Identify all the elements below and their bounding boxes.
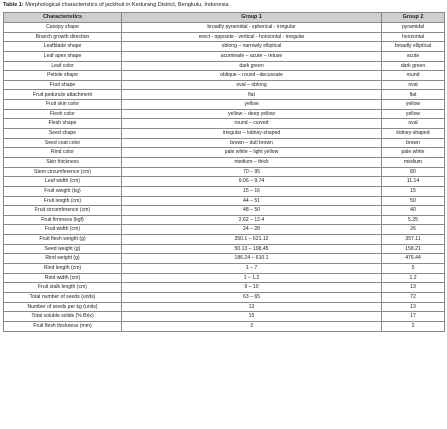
table-row [4, 283, 445, 293]
cell-group-1: 186.24 – 610.1 [122, 254, 382, 264]
cell-group-2: 15 [382, 186, 445, 196]
cell-group-2: yellow [382, 109, 445, 119]
cell-group-2: 11.14 [382, 177, 445, 187]
cell-group-1: erect - opposite - vertical - horizontal - irregular [122, 32, 382, 42]
cell-characteristic: Flesh shape [4, 119, 122, 129]
table-row [4, 23, 445, 33]
cell-characteristic: Fruit circumference (cm) [4, 206, 122, 216]
cell-group-2: 50 [382, 196, 445, 206]
table-row [4, 109, 445, 119]
cell-group-1: 1 – 1.2 [122, 273, 382, 283]
cell-group-2: 40 [382, 206, 445, 216]
table-row [4, 273, 445, 283]
table-row [4, 235, 445, 245]
table-row [4, 215, 445, 225]
cell-characteristic: Total number of seeds (units) [4, 292, 122, 302]
table-row [4, 51, 445, 61]
cell-group-1: 44 – 51 [122, 196, 382, 206]
cell-characteristic: Fruit length (cm) [4, 196, 122, 206]
cell-group-2: oval [382, 80, 445, 90]
cell-group-1: 70 – 95 [122, 167, 382, 177]
cell-group-2: pale white [382, 148, 445, 158]
cell-group-1: pale white – light yellow [122, 148, 382, 158]
cell-group-1: yellow [122, 100, 382, 110]
cell-group-1: oblique – round –decussate [122, 71, 382, 81]
table-row [4, 71, 445, 81]
table-row [4, 80, 445, 90]
cell-characteristic: Rind width (cm) [4, 273, 122, 283]
cell-characteristic: Fruit firmness (kgf) [4, 215, 122, 225]
cell-group-2: 1.2 [382, 273, 445, 283]
cell-group-1: medium – thick [122, 157, 382, 167]
cell-group-1: brown – dull brown [122, 138, 382, 148]
cell-characteristic: Rind length (cm) [4, 264, 122, 274]
table-row [4, 225, 445, 235]
table-row [4, 302, 445, 312]
cell-characteristic: Fruit weight (kg) [4, 186, 122, 196]
header-group-2: Group 2 [382, 13, 445, 23]
cell-group-2: broadly elliptical [382, 42, 445, 52]
cell-group-1: 15 [122, 312, 382, 322]
morphology-table [3, 12, 445, 332]
cell-characteristic: Seed coat color [4, 138, 122, 148]
cell-characteristic: Rind color [4, 148, 122, 158]
cell-characteristic: Leaf width (cm) [4, 177, 122, 187]
cell-characteristic: Number of seeds per kg (units) [4, 302, 122, 312]
cell-characteristic: Seed weight (g) [4, 244, 122, 254]
cell-characteristic: Fruit peduncle attachment [4, 90, 122, 100]
cell-group-2: yellow [382, 100, 445, 110]
cell-group-2: 2 [382, 321, 445, 331]
table-row [4, 244, 445, 254]
cell-group-2: dark green [382, 61, 445, 71]
cell-group-2: pyramidal [382, 23, 445, 33]
table-row [4, 186, 445, 196]
table-body [4, 23, 445, 332]
table-caption [3, 2, 229, 9]
cell-group-2: 17 [382, 312, 445, 322]
cell-group-1: yellow – deep yellow [122, 109, 382, 119]
table-row [4, 196, 445, 206]
cell-characteristic: Total soluble solids (% Brix) [4, 312, 122, 322]
table-row [4, 129, 445, 139]
cell-characteristic: Fruit flesh thickness (mm) [4, 321, 122, 331]
cell-group-2: 5 [382, 264, 445, 274]
cell-group-1: 2.62 – 12.4 [122, 215, 382, 225]
cell-group-1: 350.1 – 621.12 [122, 235, 382, 245]
cell-group-2: acute [382, 51, 445, 61]
cell-group-1: acuminate – acute – retuse [122, 51, 382, 61]
table-row [4, 177, 445, 187]
cell-characteristic: Fruit flesh weight (g) [4, 235, 122, 245]
cell-group-2: 476.44 [382, 254, 445, 264]
table-row [4, 167, 445, 177]
cell-group-2: kidney-shaped [382, 129, 445, 139]
cell-characteristic: Fruit width (cm) [4, 225, 122, 235]
cell-characteristic: Leafblade shape [4, 42, 122, 52]
table-row [4, 148, 445, 158]
cell-characteristic: Fruit skin color [4, 100, 122, 110]
caption-text: Morphological characteristics of jackfruit in Kedurang District, Bengkulu, Indonesia [23, 2, 229, 8]
cell-group-1: 63 – 65 [122, 292, 382, 302]
cell-group-1: 9.06 – 9.74 [122, 177, 382, 187]
cell-group-1: irregular – kidney-shaped [122, 129, 382, 139]
cell-group-1: oblong – narrowly elliptical [122, 42, 382, 52]
table-row [4, 292, 445, 302]
table-row [4, 321, 445, 331]
cell-group-1: flat [122, 90, 382, 100]
table-row [4, 61, 445, 71]
table-row [4, 264, 445, 274]
cell-group-1: 50.13 – 198.45 [122, 244, 382, 254]
cell-group-2: brown [382, 138, 445, 148]
cell-group-2: 72 [382, 292, 445, 302]
cell-characteristic: Stem circumference (cm) [4, 167, 122, 177]
table-row [4, 157, 445, 167]
cell-group-1: round – curved [122, 119, 382, 129]
cell-group-2: 5.25 [382, 215, 445, 225]
cell-group-2: 26 [382, 225, 445, 235]
cell-characteristic: Petiole shape [4, 71, 122, 81]
table-row [4, 254, 445, 264]
table-row [4, 312, 445, 322]
cell-group-2: flat [382, 90, 445, 100]
header-group-1: Group 1 [122, 13, 382, 23]
cell-group-2: medium [382, 157, 445, 167]
cell-group-1: 24 – 28 [122, 225, 382, 235]
cell-group-1: 9 – 10 [122, 283, 382, 293]
cell-group-1: dark green [122, 61, 382, 71]
cell-group-2: round [382, 71, 445, 81]
cell-characteristic: Flesh color [4, 109, 122, 119]
cell-group-1: 15 – 16 [122, 186, 382, 196]
table-row [4, 42, 445, 52]
cell-characteristic: Leaf apex shape [4, 51, 122, 61]
cell-group-1: 1 – 7 [122, 264, 382, 274]
cell-group-1: broadly pyramidal - spherical - irregular [122, 23, 382, 33]
cell-characteristic: Leaf color [4, 61, 122, 71]
cell-group-2: 357.11 [382, 235, 445, 245]
table-row [4, 119, 445, 129]
cell-group-2: 158.21 [382, 244, 445, 254]
cell-group-1: 3 [122, 321, 382, 331]
cell-characteristic: Rind weight (g) [4, 254, 122, 264]
table-row [4, 100, 445, 110]
cell-group-2: 80 [382, 167, 445, 177]
cell-group-1: 48 – 50 [122, 206, 382, 216]
cell-group-2: 13 [382, 283, 445, 293]
cell-group-2: horizontal [382, 32, 445, 42]
table-row [4, 32, 445, 42]
cell-characteristic: Fruit shape [4, 80, 122, 90]
cell-characteristic: Seed shape [4, 129, 122, 139]
table-row [4, 138, 445, 148]
cell-characteristic: Branch growth direction [4, 32, 122, 42]
cell-group-1: 13 [122, 302, 382, 312]
caption-label: Table 1: [3, 2, 24, 8]
table-header-row [4, 13, 445, 23]
table-row [4, 90, 445, 100]
cell-group-2: 13 [382, 302, 445, 312]
header-characteristics: Characteristics [4, 13, 122, 23]
cell-characteristic: Canopy shape [4, 23, 122, 33]
table-row [4, 206, 445, 216]
cell-characteristic: Skin thickness [4, 157, 122, 167]
cell-group-1: oval – oblong [122, 80, 382, 90]
cell-group-2: oval [382, 119, 445, 129]
cell-characteristic: Fruit stalk length (cm) [4, 283, 122, 293]
